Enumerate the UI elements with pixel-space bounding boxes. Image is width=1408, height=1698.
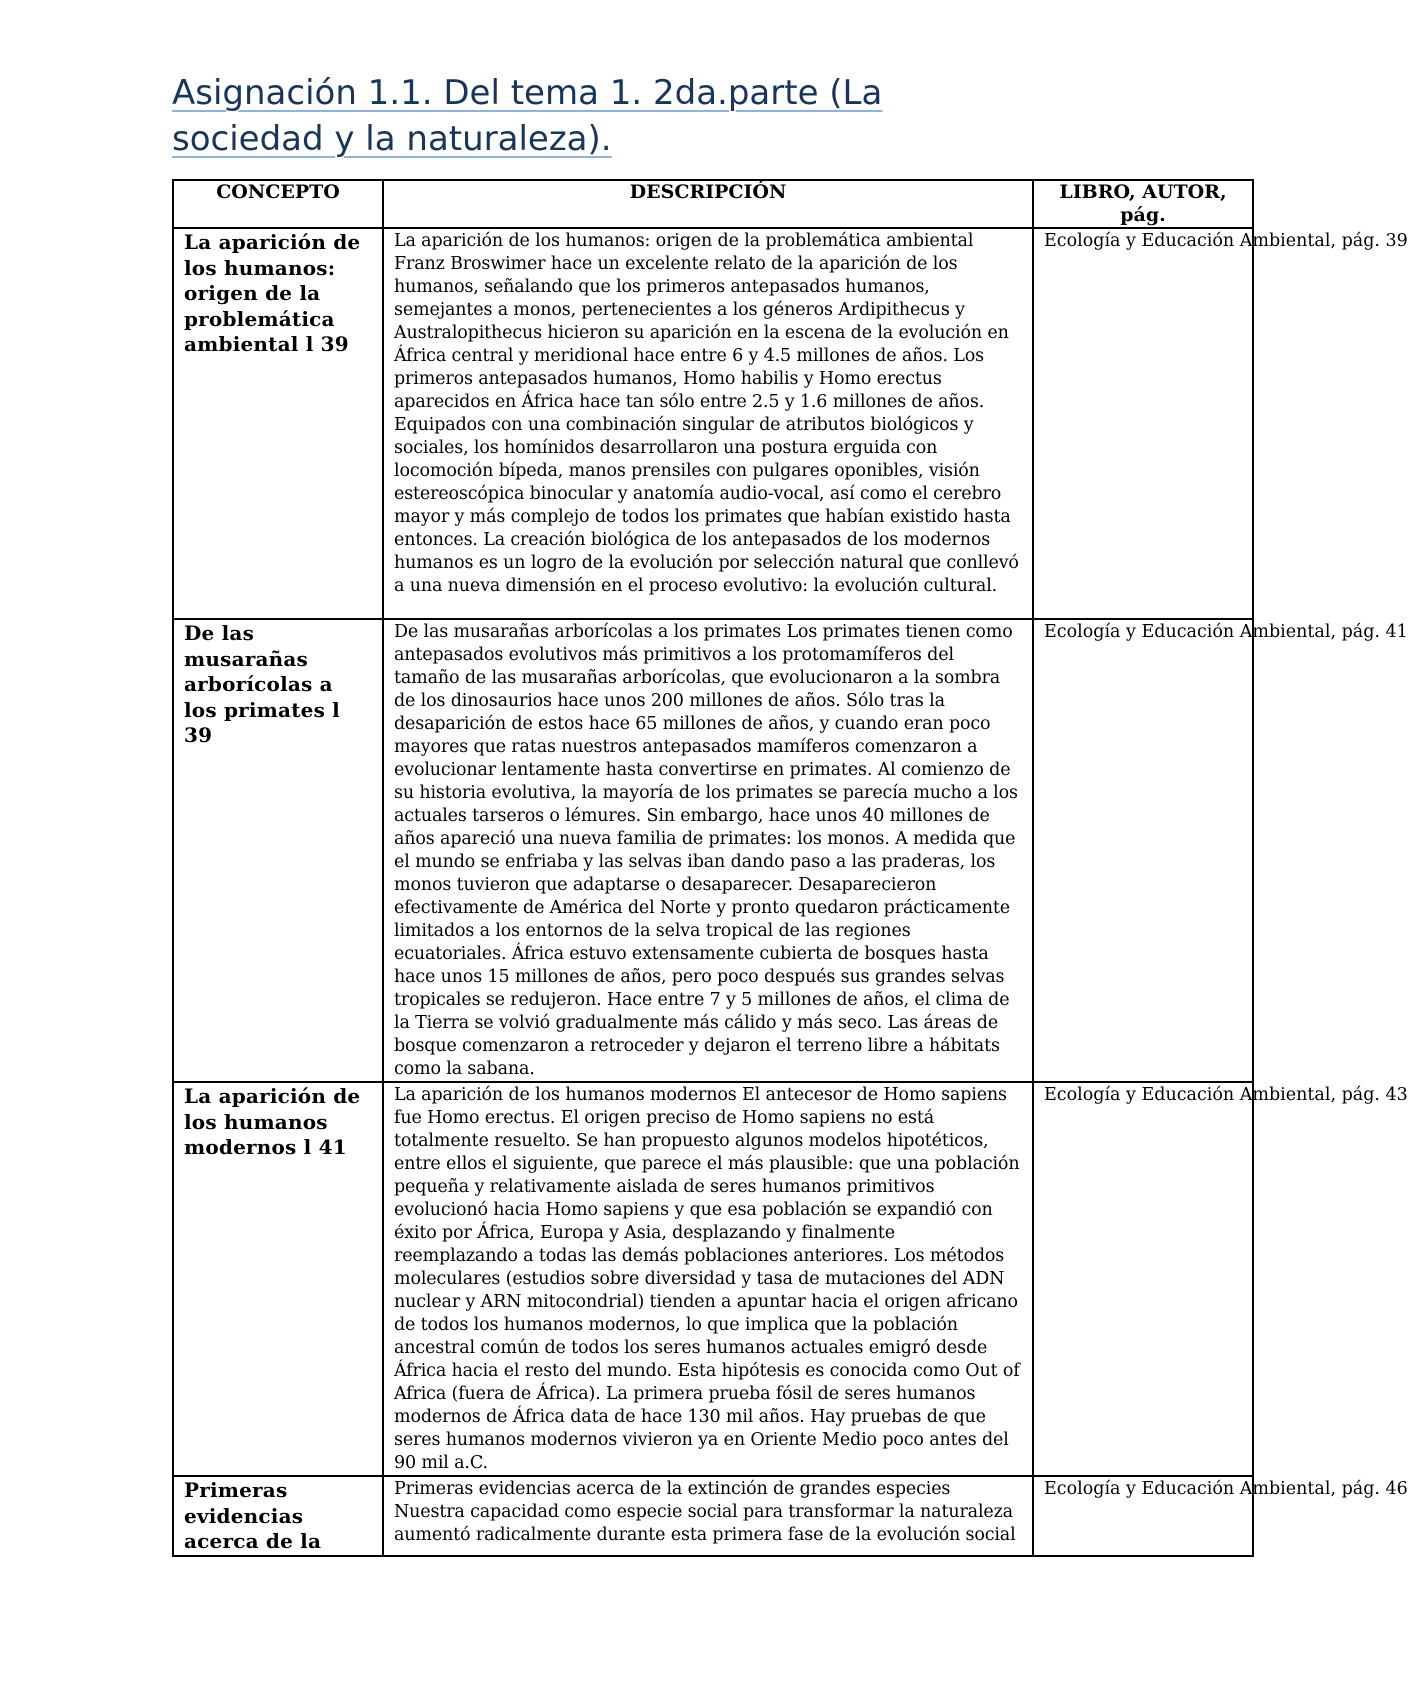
header-concept: CONCEPTO xyxy=(173,180,383,228)
description-cell: Primeras evidencias acerca de la extinción de grandes especies Nuestra capacidad como especie social para transformar la naturaleza aumentó radicalmente durante esta primera fase de la evolución social xyxy=(383,1476,1033,1556)
table-row xyxy=(173,228,1253,619)
concept-table xyxy=(172,179,1408,1557)
page-title-line-2: sociedad y la naturaleza). xyxy=(172,119,612,159)
concept-cell: La aparición de los humanos: origen de la problemática ambiental l 39 xyxy=(173,228,383,619)
description-cell: La aparición de los humanos modernos El antecesor de Homo sapiens fue Homo erectus. El origen preciso de Homo sapiens no está totalmente resuelto. Se han propuesto algunos modelos hipotéticos, entre ellos el siguiente, que parece el más plausible: que una población pequeña y relativamente aislada de seres humanos primitivos evolucionó hacia Homo sapiens y que esa población se expandió con éxito por África, Europa y Asia, desplazando y finalmente reemplazando a todas las demás poblaciones anteriores. Los métodos moleculares (estudios sobre diversidad y tasa de mutaciones del ADN nuclear y ARN mitocondrial) tienden a apuntar hacia el origen africano de todos los humanos modernos, lo que implica que la población ancestral común de todos los seres humanos actuales emigró desde África hacia el resto del mundo. Esta hipótesis es conocida como Out of Africa (fuera de África). La primera prueba fósil de seres humanos modernos de África data de hace 130 mil años. Hay pruebas de que seres humanos modernos vivieron ya en Oriente Medio poco antes del 90 mil a.C. xyxy=(383,1082,1033,1476)
page-title-line-1: Asignación 1.1. Del tema 1. 2da.parte (La xyxy=(172,73,883,113)
concept-cell: Primeras evidencias acerca de la xyxy=(173,1476,383,1556)
header-reference: LIBRO, AUTOR, pág. xyxy=(1033,180,1253,228)
table-row xyxy=(173,1476,1253,1556)
concept-cell: La aparición de los humanos modernos l 41 xyxy=(173,1082,383,1476)
reference-cell: Ecología y Educación Ambiental, pág. 43 xyxy=(1033,1082,1253,1476)
page-title xyxy=(172,70,972,162)
description-cell: La aparición de los humanos: origen de la problemática ambiental Franz Broswimer hace un excelente relato de la aparición de los humanos, señalando que los primeros antepasados humanos, semejantes a monos, pertenecientes a los géneros Ardipithecus y Australopithecus hicieron su aparición en la escena de la evolución en África central y meridional hace entre 6 y 4.5 millones de años. Los primeros antepasados humanos, Homo habilis y Homo erectus aparecidos en África hace tan sólo entre 2.5 y 1.6 millones de años. Equipados con una combinación singular de atributos biológicos y sociales, los homínidos desarrollaron una postura erguida con locomoción bípeda, manos prensiles con pulgares oponibles, visión estereoscópica binocular y anatomía audio-vocal, así como el cerebro mayor y más complejo de todos los primates que habían existido hasta entonces. La creación biológica de los antepasados de los modernos humanos es un logro de la evolución por selección natural que conllevó a una nueva dimensión en el proceso evolutivo: la evolución cultural. xyxy=(383,228,1033,619)
concept-cell: De las musarañas arborícolas a los primates l 39 xyxy=(173,619,383,1082)
header-description: DESCRIPCIÓN xyxy=(383,180,1033,228)
reference-cell: Ecología y Educación Ambiental, pág. 39 xyxy=(1033,228,1253,619)
description-cell: De las musarañas arborícolas a los primates Los primates tienen como antepasados evolutivos más primitivos a los protomamíferos del tamaño de las musarañas arborícolas, que evolucionaron a la sombra de los dinosaurios hace unos 200 millones de años. Sólo tras la desaparición de estos hace 65 millones de años, y cuando eran poco mayores que ratas nuestros antepasados mamíferos comenzaron a evolucionar lentamente hasta convertirse en primates. Al comienzo de su historia evolutiva, la mayoría de los primates se parecía mucho a los actuales tarseros o lémures. Sin embargo, hace unos 40 millones de años apareció una nueva familia de primates: los monos. A medida que el mundo se enfriaba y las selvas iban dando paso a las praderas, los monos tuvieron que adaptarse o desaparecer. Desaparecieron efectivamente de América del Norte y pronto quedaron prácticamente limitados a los entornos de la selva tropical de las regiones ecuatoriales. África estuvo extensamente cubierta de bosques hasta hace unos 15 millones de años, pero poco después sus grandes selvas tropicales se redujeron. Hace entre 7 y 5 millones de años, el clima de la Tierra se volvió gradualmente más cálido y más seco. Las áreas de bosque comenzaron a retroceder y dejaron el terreno libre a hábitats como la sabana. xyxy=(383,619,1033,1082)
table-row xyxy=(173,619,1253,1082)
table-header-row xyxy=(173,180,1253,228)
reference-cell: Ecología y Educación Ambiental, pág. 46 xyxy=(1033,1476,1253,1556)
table-row xyxy=(173,1082,1253,1476)
reference-cell: Ecología y Educación Ambiental, pág. 41 xyxy=(1033,619,1253,1082)
